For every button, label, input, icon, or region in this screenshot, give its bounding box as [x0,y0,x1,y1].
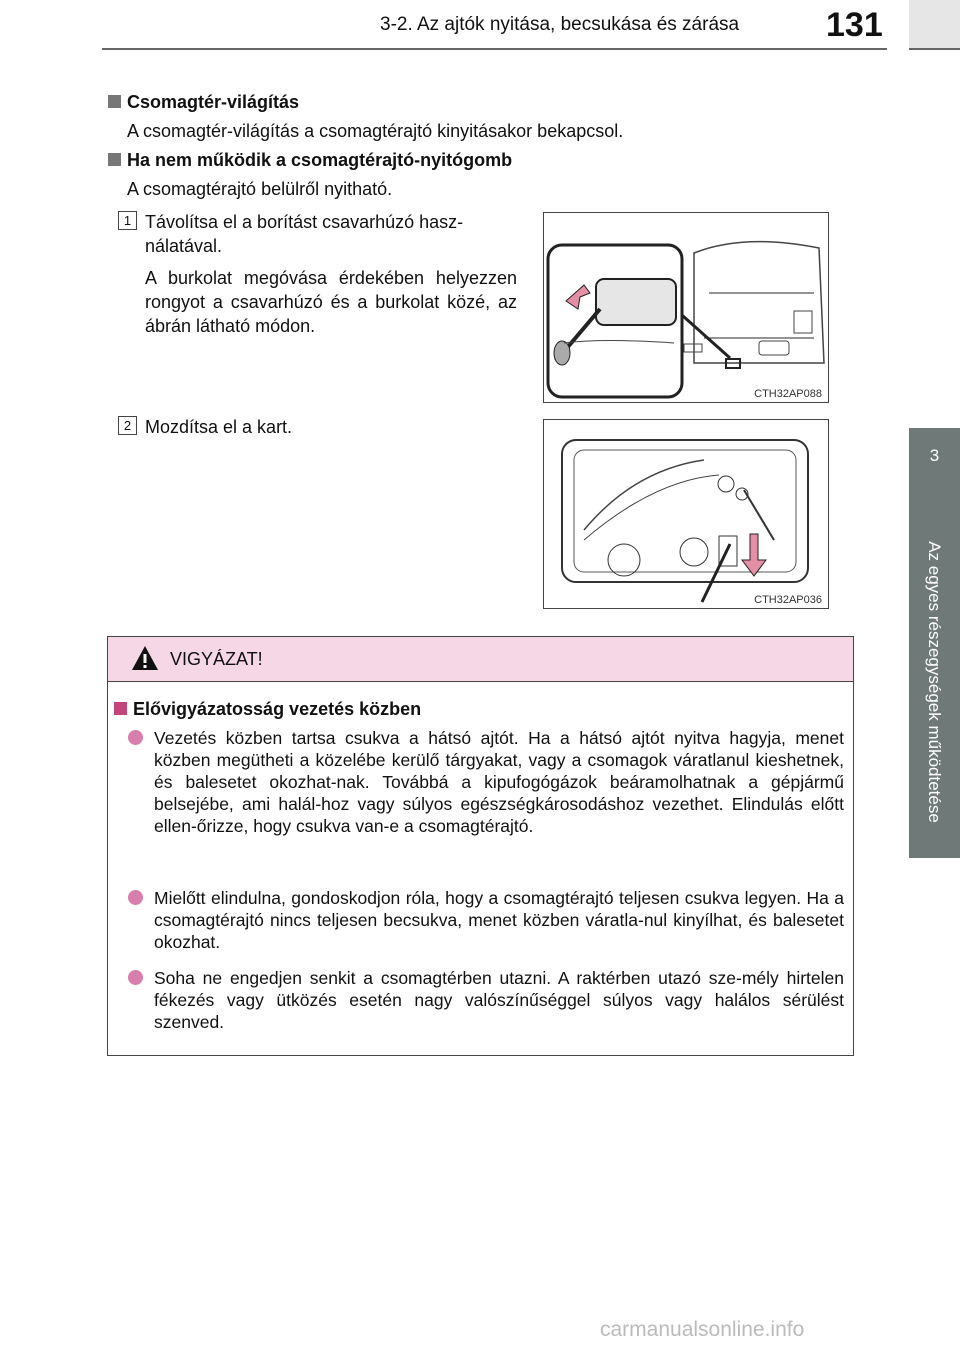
section-heading-text: Ha nem működik a csomagtérajtó-nyitógomb [127,150,513,170]
step-1-text: Távolítsa el a borítást csavarhúzó hasz-nálatával. [145,212,464,256]
figure-code: CTH32AP088 [754,388,822,400]
warning-subheading [114,699,421,720]
section-heading-text: Csomagtér-világítás [127,92,300,112]
warning-bullet-1 [128,727,844,837]
warning-triangle-icon [131,645,159,671]
warning-header [108,637,853,682]
warning-subheading-text: Elővigyázatosság vezetés közben [133,699,422,719]
warning-bullet-text: Soha ne engedjen senkit a csomagtérben utazni. A raktérben utazó sze-mély hirtelen fékezés vagy ütközés esetén nagy valószínűséggel súlyos vagy halálos sérülést szenved. [154,968,844,1032]
page-number: 131 [826,6,883,44]
section-heading-lighting [108,92,299,113]
watermark: carmanualsonline.info [600,1318,805,1341]
section-heading-opener [108,150,512,171]
bullet-dot-icon [128,970,143,985]
warning-bullet-3 [128,967,844,1033]
square-bullet-icon [108,153,121,166]
header-rule [102,48,887,50]
chapter-number: 3 [929,446,940,465]
bullet-dot-icon [128,730,143,745]
step-1-note: A burkolat megóvása érdekében helyezzen rongyot a csavarhúzó és a burkolat közé, az ábrán látható módon. [145,268,517,336]
step-2-text: Mozdítsa el a kart. [145,417,293,437]
chapter-title: Az egyes részegységek működtetése [925,541,944,823]
square-bullet-icon [108,95,121,108]
section-body-lighting: A csomagtér-világítás a csomagtérajtó kinyitásakor bekapcsol. [127,121,624,141]
figure-code: CTH32AP036 [754,594,822,606]
bullet-dot-icon [128,890,143,905]
warning-bullet-2 [128,887,844,953]
warning-bullet-text: Mielőtt elindulna, gondoskodjon róla, hogy a csomagtérajtó teljesen csukva legyen. Ha a csomagtérajtó nincs teljesen becsukva, menet közben váratla-nul kinyílhat, és balesetet okozhat. [154,888,844,952]
figure-lever [543,419,829,609]
figure-cover-removal [543,212,829,403]
step-number-1: 1 [118,211,137,230]
square-bullet-icon [114,702,127,715]
side-tab-top [909,0,960,48]
lever-illustration [544,420,828,608]
step-number-2: 2 [118,416,137,435]
section-body-opener: A csomagtérajtó belülről nyitható. [127,179,393,199]
cover-removal-illustration [544,213,828,402]
warning-box [107,636,854,1056]
warning-bullet-text: Vezetés közben tartsa csukva a hátsó ajtót. Ha a hátsó ajtót nyitva hagyja, menet közben megütheti a közelébe kerülő tárgyakat, vagy a csomagok váratlanul kieshetnek, és balesetet okozhat-nak. Továbbá a kipufogógázok beáramolhatnak a gépjármű belsejébe, ami halál-hoz vagy súlyos egészségkárosodáshoz vezethet. Elindulás előtt ellen-őrizze, hogy csukva van-e a csomagtérajtó. [154,728,844,836]
side-tab-divider [909,48,960,50]
warning-title: VIGYÁZAT! [170,649,263,669]
header-title: 3-2. Az ajtók nyitása, becsukása és zárása [380,14,740,35]
